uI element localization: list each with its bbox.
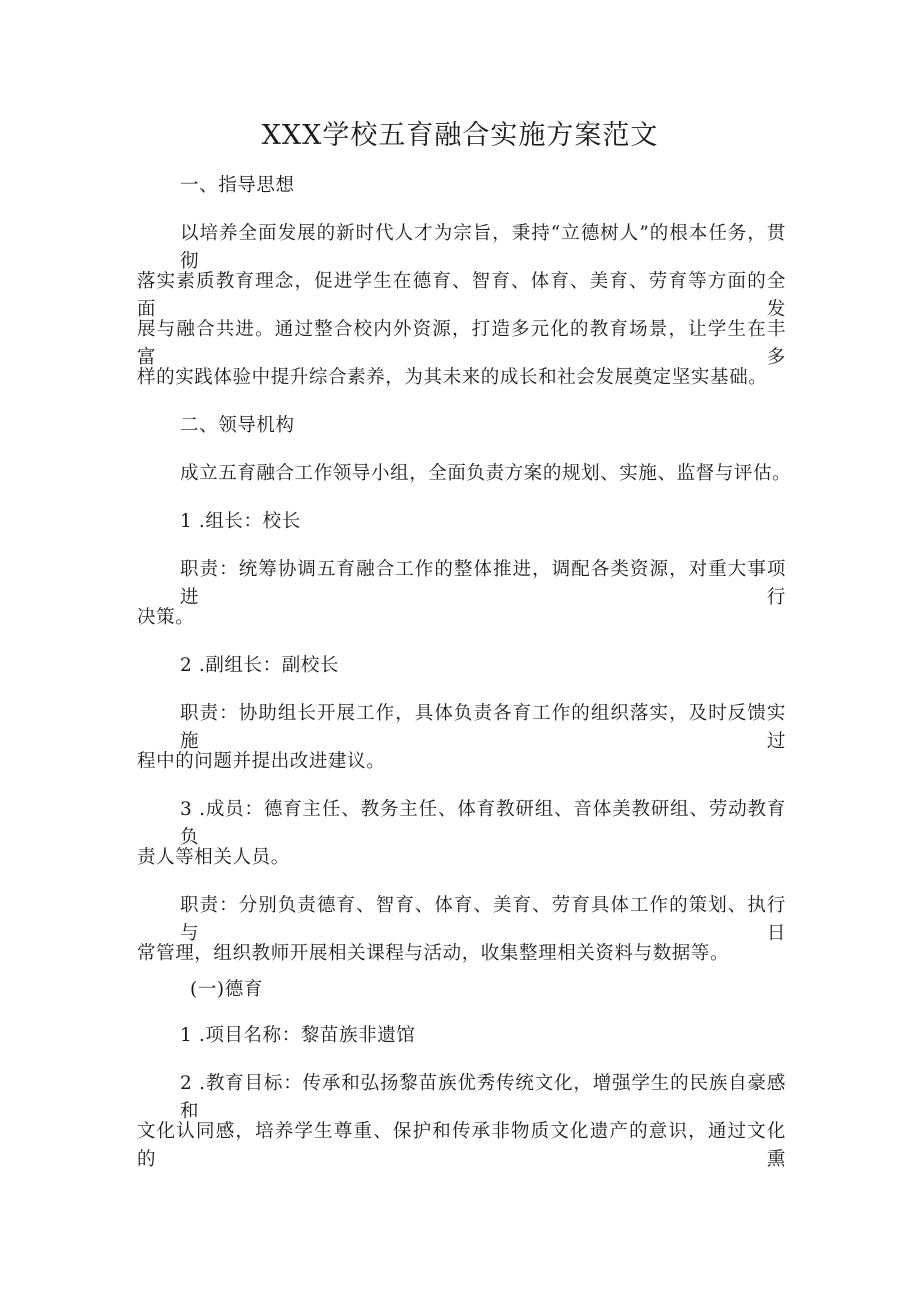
paragraph-line: 职责：分别负责德育、智育、体育、美育、劳育具体工作的策划、执行与日 bbox=[180, 895, 786, 944]
paragraph-line: 职责：协助组长开展工作，具体负责各育工作的组织落实，及时反馈实施过 bbox=[180, 703, 786, 752]
list-item-members: 3 .成员：德育主任、教务主任、体育教研组、音体美教研组、劳动教育负 bbox=[180, 799, 786, 848]
list-item-deputy-leader: 2 .副组长：副校长 bbox=[180, 655, 340, 676]
list-item-leader: 1 .组长：校长 bbox=[180, 511, 301, 532]
paragraph-line: 职责：统筹协调五育融合工作的整体推进，调配各类资源，对重大事项进行 bbox=[180, 559, 786, 608]
paragraph-line: 决策。 bbox=[137, 607, 195, 628]
paragraph-line: 展与融合共进。通过整合校内外资源，打造多元化的教育场景，让学生在丰富多 bbox=[137, 319, 786, 368]
paragraph-line: 常管理，组织教师开展相关课程与活动，收集整理相关资料与数据等。 bbox=[137, 943, 730, 964]
list-item-education-goal: 2 .教育目标：传承和弘扬黎苗族优秀传统文化，增强学生的民族自豪感和 bbox=[180, 1073, 786, 1122]
section-heading-guiding-ideology: 一、指导思想 bbox=[180, 175, 295, 196]
paragraph-line: 程中的问题并提出改进建议。 bbox=[137, 751, 386, 772]
paragraph-line: 以培养全面发展的新时代人才为宗旨，秉持“立德树人”的根本任务，贯彻 bbox=[180, 223, 786, 272]
paragraph-line: 文化认同感，培养学生尊重、保护和传承非物质文化遗产的意识，通过文化的熏 bbox=[137, 1121, 786, 1170]
paragraph-line: 样的实践体验中提升综合素养，为其未来的成长和社会发展奠定坚实基础。 bbox=[137, 367, 768, 388]
list-item-project-name: 1 .项目名称：黎苗族非遗馆 bbox=[180, 1025, 416, 1046]
paragraph-line: 成立五育融合工作领导小组，全面负责方案的规划、实施、监督与评估。 bbox=[180, 463, 792, 484]
paragraph-line: 责人等相关人员。 bbox=[137, 847, 290, 868]
section-heading-leadership: 二、领导机构 bbox=[180, 415, 295, 436]
document-title: XXX学校五育融合实施方案范文 bbox=[261, 120, 659, 151]
paragraph-line: 落实素质教育理念，促进学生在德育、智育、体育、美育、劳育等方面的全面发 bbox=[137, 271, 786, 320]
subsection-heading-moral-education: (一)德育 bbox=[190, 979, 263, 1000]
